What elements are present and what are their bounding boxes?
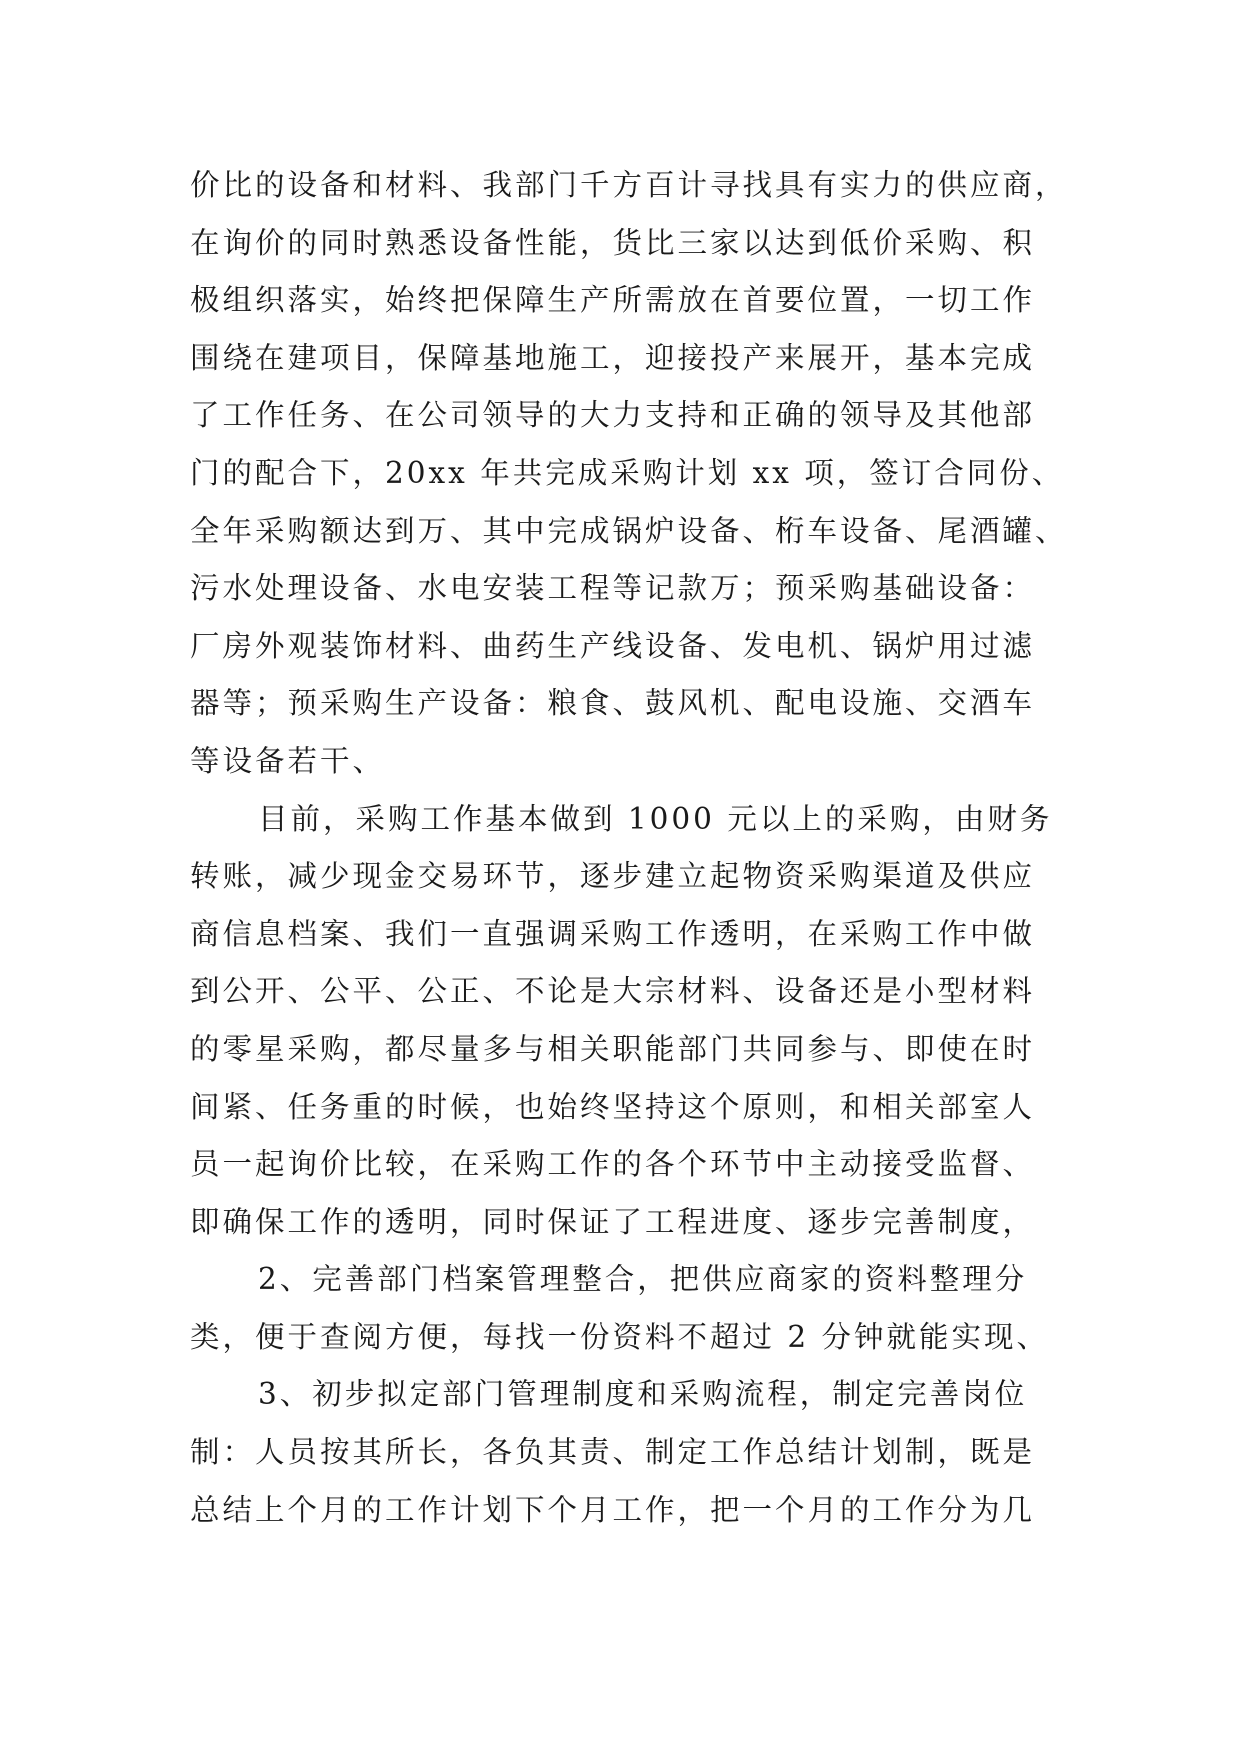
text-line: 极组织落实，始终把保障生产所需放在首要位置，一切工作 bbox=[190, 283, 1036, 318]
text-line: 3、初步拟定部门管理制度和采购流程，制定完善岗位 bbox=[258, 1377, 1028, 1412]
text-line: 间紧、任务重的时候，也始终坚持这个原则，和相关部室人 bbox=[190, 1089, 1036, 1124]
text-line: 2、完善部门档案管理整合，把供应商家的资料整理分 bbox=[258, 1262, 1028, 1297]
text-line: 在询价的同时熟悉设备性能，货比三家以达到低价采购、积 bbox=[190, 225, 1036, 260]
text-line: 厂房外观装饰材料、曲药生产线设备、发电机、锅炉用过滤 bbox=[190, 628, 1036, 663]
text-line: 总结上个月的工作计划下个月工作，把一个月的工作分为几 bbox=[190, 1492, 1036, 1527]
text-line: 价比的设备和材料、我部门千方百计寻找具有实力的供应商， bbox=[190, 168, 1068, 202]
text-line: 的零星采购，都尽量多与相关职能部门共同参与、即使在时 bbox=[190, 1031, 1036, 1066]
text-line: 即确保工作的透明，同时保证了工程进度、逐步完善制度， bbox=[190, 1204, 1036, 1239]
text-line: 目前，采购工作基本做到 1000 元以上的采购，由财务 bbox=[258, 801, 1053, 836]
text-line: 等设备若干、 bbox=[190, 743, 386, 778]
text-line: 到公开、公平、公正、不论是大宗材料、设备还是小型材料 bbox=[190, 974, 1036, 1009]
text-line: 污水处理设备、水电安装工程等记款万；预采购基础设备： bbox=[190, 571, 1036, 606]
text-line: 类，便于查阅方便，每找一份资料不超过 2 分钟就能实现、 bbox=[190, 1319, 1050, 1354]
text-line: 全年采购额达到万、其中完成锅炉设备、桁车设备、尾酒罐、 bbox=[190, 513, 1068, 548]
document-body-text bbox=[190, 157, 1075, 1539]
text-line: 门的配合下，20xx 年共完成采购计划 xx 项，签订合同份、 bbox=[190, 455, 1065, 490]
text-line: 转账，减少现金交易环节，逐步建立起物资采购渠道及供应 bbox=[190, 859, 1036, 894]
text-line: 器等；预采购生产设备：粮食、鼓风机、配电设施、交酒车 bbox=[190, 686, 1036, 721]
text-line: 商信息档案、我们一直强调采购工作透明，在采购工作中做 bbox=[190, 916, 1036, 951]
text-line: 围绕在建项目，保障基地施工，迎接投产来展开，基本完成 bbox=[190, 340, 1036, 375]
text-line: 了工作任务、在公司领导的大力支持和正确的领导及其他部 bbox=[190, 398, 1036, 433]
text-line: 员一起询价比较，在采购工作的各个环节中主动接受监督、 bbox=[190, 1147, 1036, 1182]
text-line: 制：人员按其所长，各负其责、制定工作总结计划制，既是 bbox=[190, 1435, 1036, 1470]
